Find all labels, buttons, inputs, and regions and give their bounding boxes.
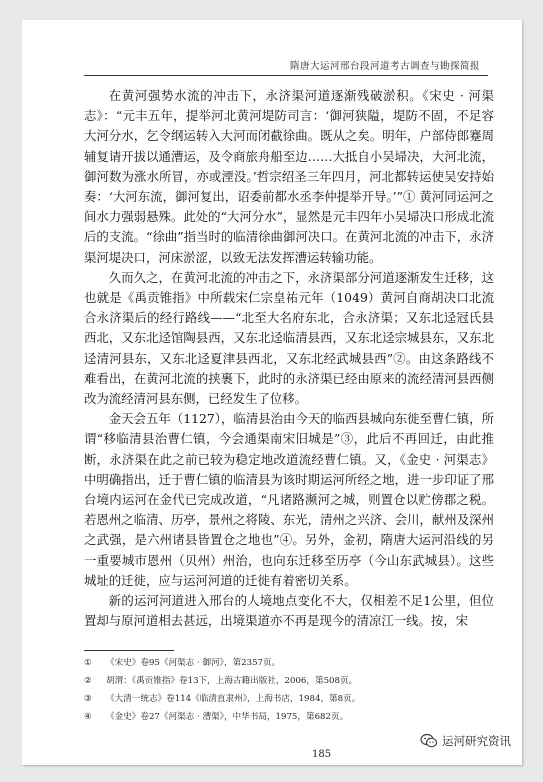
footnote-item [84, 672, 504, 690]
document-page [22, 20, 522, 765]
header-rule [84, 75, 488, 76]
footnotes [84, 654, 504, 726]
wechat-icon [420, 733, 438, 749]
footnote-text: 《金史》卷27《河渠志 · 漕渠》，中华书局，1975，第682页。 [106, 712, 349, 722]
page-number: 185 [312, 749, 332, 760]
footnote-text: 《宋史》卷95《河渠志 · 御河》，第2357页。 [106, 658, 281, 668]
watermark-badge [420, 733, 511, 749]
footnote-marker: ④ [84, 712, 92, 722]
paragraph-4: 新的运河河道进入邢台的人境地点变化不大，仅相差不足1公里，但位置却与原河道相去甚远，出境渠道亦不再是现今的清凉江一线。按，宋 [84, 593, 494, 629]
running-header: 隋唐大运河邢台段河道考古调查与勘探简报 [289, 61, 480, 72]
footnote-item [84, 708, 504, 726]
paragraph-3: 金天会五年（1127），临清县治由今天的临西县城向东徙至曹仁镇，所谓“移临清县治曹仁镇，今会通渠南宋旧城是”③，此后不再回迁，由此推断，永济渠在此之前已较为稳定地改道流经曹仁镇。又，《金史 · 河渠志》中明确指出，迁于曹仁镇的临清县为该时期运河所经之地，进一步印证了邢台境内运河在金代已完成改道，“凡诸路濒河之城，则置仓以贮傍郡之税。若恩州之临清、历亭，景州之将陵、东光，清州之兴济、会川，献州及深州之武强，是六州诸县皆置仓之地也”④。另外，金初，隋唐大运河沿线的另一重要城市恩州（贝州）州治，也向东迁移至历亭（今山东武城县）。这些城址的迁徙，应与运河河道的迁徙有着密切关系。 [84, 411, 494, 588]
watermark-label: 运河研究资讯 [442, 734, 511, 748]
paragraph-2: 久而久之，在黄河北流的冲击之下，永济渠部分河道逐渐发生迁移，这也就是《禹贡锥指》中所载宋仁宗皇祐元年（1049）黄河自商胡决口北流合永济渠后的经行路线——“北至大名府东北，合永济渠；又东北迳冠氏县西北，又东北迳馆陶县西，又东北迳临清县西，又东北迳宗城县东，又东北迳清河县东，又东北迳夏津县西北，又东北经武城县西”②。由这条路线不难看出，在黄河北流的挟裹下，此时的永济渠已经由原来的流经清河县西侧改为流经清河县东侧，已经发生了位移。 [84, 269, 494, 407]
footnote-marker: ③ [84, 694, 92, 704]
footnote-text: 《大清一统志》卷114《临清直隶州》，上海书店，1984，第8页。 [106, 694, 361, 704]
body-text [84, 86, 494, 631]
paragraph-1: 在黄河强势水流的冲击下，永济渠河道逐渐残破淤积。《宋史 · 河渠志》：“元丰五年，提举河北黄河堤防司言：‘御河狭隘，堤防不固，不足容大河分水，乞令纲运转入大河而闭截徐曲。既从之矣。明年，户部侍郎蹇周辅复请开拔以通漕运，及令商旅舟船至边……大抵自小吴埽决，大河北流，御河数为涨水所冒，亦或湮没。’哲宗绍圣三年四月，河北都转运使吴安持始奏：‘大河东流，御河复出，诏委前都水丞李仲提举开导。’”① 黄河同运河之间水力强弱悬殊。此处的“大河分水”，显然是元丰四年小吴埽决口形成北流后的支流。“徐曲”指当时的临清徐曲御河决口。在黄河北流的冲击下，永济渠河堤决口，河床淤涩，以致无法发挥漕运转输功能。 [84, 88, 494, 265]
footnote-item [84, 690, 504, 708]
footnote-item [84, 654, 504, 672]
footnote-rule [84, 650, 174, 651]
footnote-marker: ① [84, 658, 92, 668]
footnote-text: 胡渭：《禹贡锥指》卷13下，上海古籍出版社，2006，第508页。 [106, 676, 358, 686]
footnote-marker: ② [84, 676, 92, 686]
